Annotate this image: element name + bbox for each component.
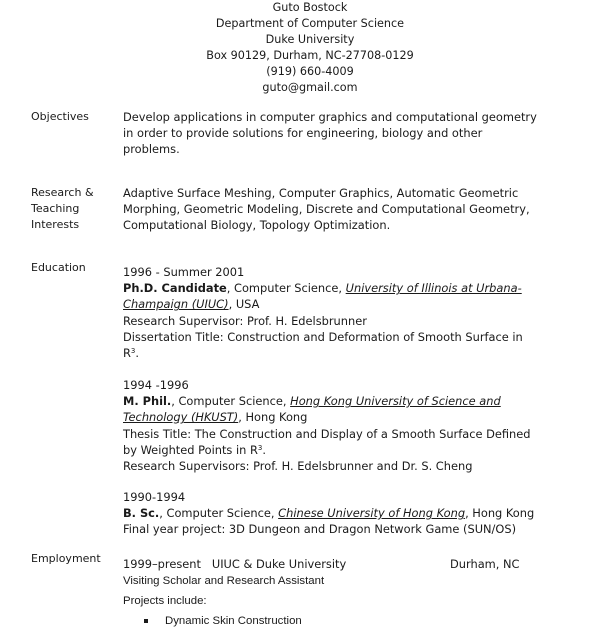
phone-number: (919) 660-4009: [266, 65, 354, 78]
institution-link[interactable]: Chinese University of Hong Kong: [278, 506, 466, 521]
employment-organization: UIUC & Duke University: [211, 557, 347, 571]
department: Department of Computer Science: [215, 17, 405, 30]
degree-title: M. Phil.: [123, 394, 172, 409]
resume-header: [0, 0, 604, 96]
research-text: [123, 185, 530, 234]
institution-link[interactable]: Champaign (UIUC): [123, 297, 229, 312]
institution-link[interactable]: Hong Kong University of Science and: [290, 394, 501, 409]
degree-field: , Computer Science,: [159, 506, 279, 521]
section-label-employment: Employment: [31, 552, 101, 565]
institution-link[interactable]: Technology (HKUST): [123, 410, 239, 425]
section-label-education: Education: [31, 261, 86, 274]
education-degree-line: [123, 393, 523, 409]
candidate-name: Guto Bostock: [272, 1, 348, 14]
supervisors-line: Research Supervisors: Prof. H. Edelsbrunner and Dr. S. Cheng: [123, 458, 473, 473]
education-institution-line: [123, 296, 523, 312]
research-label-line: Interests: [31, 218, 80, 231]
superscript: 3: [130, 346, 136, 355]
dissertation-line: Dissertation Title: Construction and Deformation of Smooth Surface in: [123, 329, 523, 344]
research-label-line: Teaching: [31, 202, 80, 215]
period: .: [135, 345, 140, 360]
institution-link[interactable]: University of Illinois at Urbana-: [345, 281, 522, 296]
dissertation-line-end: [123, 345, 523, 361]
employment-location: Durham, NC: [450, 557, 520, 571]
university: Duke University: [265, 33, 355, 46]
degree-field: , Computer Science,: [226, 281, 346, 296]
math-symbol: R: [123, 345, 131, 360]
projects-intro: Projects include:: [123, 595, 207, 607]
education-dates: 1996 - Summer 2001: [123, 265, 245, 279]
research-line: Computational Biology, Topology Optimization.: [123, 218, 391, 233]
research-line: Morphing, Geometric Modeling, Discrete and Computational Geometry,: [123, 202, 530, 217]
mailing-address: Box 90129, Durham, NC-27708-0129: [206, 49, 414, 62]
supervisor-line: Research Supervisor: Prof. H. Edelsbrunner: [123, 313, 367, 328]
employment-dates: 1999–present: [123, 557, 201, 571]
degree-title: B. Sc.: [123, 506, 160, 521]
project-line: Final year project: 3D Dungeon and Dragon Network Game (SUN/OS): [123, 522, 517, 537]
education-entry-mphil: [123, 377, 531, 474]
section-label-research: [31, 185, 94, 233]
period: .: [262, 442, 266, 457]
education-degree-line: [123, 505, 535, 521]
education-institution-line: [123, 409, 523, 425]
bullet-icon: [144, 619, 148, 623]
superscript: 3: [257, 443, 263, 452]
research-label-line: Research &: [31, 186, 94, 199]
objectives-text: [123, 109, 537, 158]
objectives-line: in order to provide solutions for engineering, biology and other: [123, 126, 483, 141]
objectives-line: Develop applications in computer graphics and computational geometry: [123, 110, 537, 124]
institution-location: , USA: [228, 297, 260, 312]
thesis-text: by Weighted Points in R: [123, 442, 258, 457]
degree-field: , Computer Science,: [171, 394, 291, 409]
education-degree-line: [123, 280, 523, 296]
thesis-line: Thesis Title: The Construction and Display of a Smooth Surface Defined: [123, 426, 531, 441]
section-label-objectives: Objectives: [31, 110, 89, 123]
institution-location: , Hong Kong: [465, 506, 535, 521]
thesis-line-end: [123, 442, 523, 458]
education-entry-phd: [123, 264, 523, 361]
email-address: guto@gmail.com: [262, 81, 358, 94]
education-dates: 1990-1994: [123, 490, 186, 504]
institution-location: , Hong Kong: [238, 410, 308, 425]
employment-role: Visiting Scholar and Research Assistant: [123, 575, 325, 587]
degree-title: Ph.D. Candidate: [123, 281, 227, 296]
education-entry-bsc: [123, 489, 535, 538]
education-dates: 1994 -1996: [123, 378, 189, 392]
research-line: Adaptive Surface Meshing, Computer Graphics, Automatic Geometric: [123, 186, 519, 200]
project-item: Dynamic Skin Construction: [165, 615, 302, 627]
objectives-line: problems.: [123, 142, 180, 157]
